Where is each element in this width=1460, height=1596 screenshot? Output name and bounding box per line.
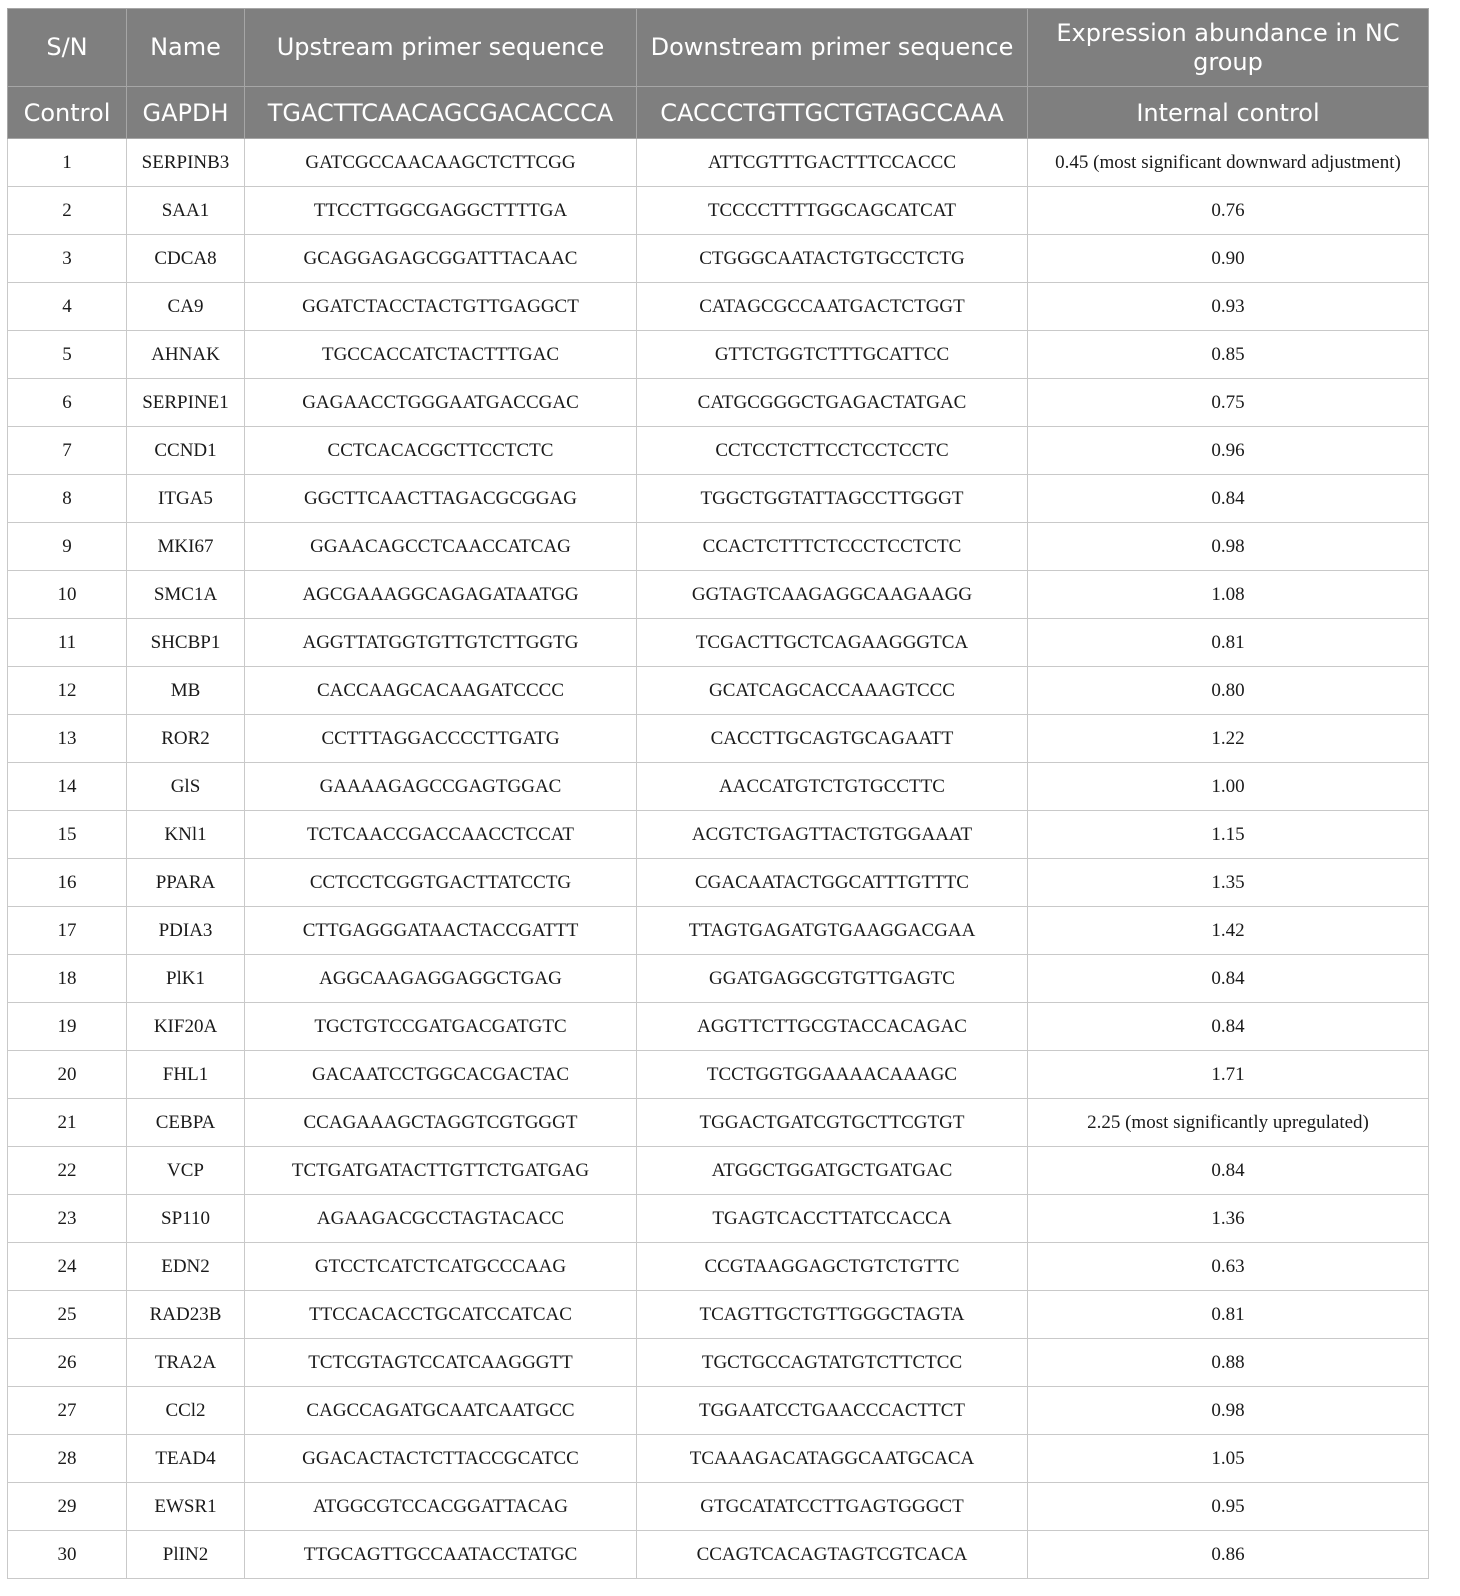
table-row	[8, 811, 1429, 859]
cell-sn: 15	[8, 811, 127, 859]
cell-gene-name: SP110	[127, 1195, 245, 1243]
cell-sn: 9	[8, 523, 127, 571]
cell-downstream-primer: TCAGTTGCTGTTGGGCTAGTA	[637, 1291, 1028, 1339]
cell-sn: 29	[8, 1483, 127, 1531]
cell-gene-name: CEBPA	[127, 1099, 245, 1147]
cell-expression: 1.00	[1028, 763, 1429, 811]
cell-gene-name: KNl1	[127, 811, 245, 859]
cell-gene-name: EDN2	[127, 1243, 245, 1291]
cell-gene-name: TEAD4	[127, 1435, 245, 1483]
cell-gene-name: GlS	[127, 763, 245, 811]
cell-downstream-primer: GGTAGTCAAGAGGCAAGAAGG	[637, 571, 1028, 619]
header-sn: S/N	[8, 9, 127, 87]
cell-upstream-primer: AGGTTATGGTGTTGTCTTGGTG	[245, 619, 637, 667]
cell-downstream-primer: CATAGCGCCAATGACTCTGGT	[637, 283, 1028, 331]
cell-gene-name: CCl2	[127, 1387, 245, 1435]
cell-upstream-primer: GTCCTCATCTCATGCCCAAG	[245, 1243, 637, 1291]
cell-downstream-primer: TGAGTCACCTTATCCACCA	[637, 1195, 1028, 1243]
table-row	[8, 283, 1429, 331]
cell-expression: 0.85	[1028, 331, 1429, 379]
cell-sn: 30	[8, 1531, 127, 1579]
cell-downstream-primer: CCACTCTTTCTCCCTCCTCTC	[637, 523, 1028, 571]
cell-upstream-primer: GATCGCCAACAAGCTCTTCGG	[245, 139, 637, 187]
cell-sn: 12	[8, 667, 127, 715]
table-row	[8, 187, 1429, 235]
cell-downstream-primer: TGGAATCCTGAACCCACTTCT	[637, 1387, 1028, 1435]
cell-downstream-primer: AGGTTCTTGCGTACCACAGAC	[637, 1003, 1028, 1051]
cell-sn: 10	[8, 571, 127, 619]
cell-expression: 2.25 (most significantly upregulated)	[1028, 1099, 1429, 1147]
cell-gene-name: VCP	[127, 1147, 245, 1195]
cell-sn: 28	[8, 1435, 127, 1483]
cell-expression: 0.84	[1028, 1147, 1429, 1195]
primer-table	[7, 8, 1429, 1579]
cell-gene-name: MB	[127, 667, 245, 715]
cell-upstream-primer: AGAAGACGCCTAGTACACC	[245, 1195, 637, 1243]
cell-upstream-primer: TTGCAGTTGCCAATACCTATGC	[245, 1531, 637, 1579]
cell-downstream-primer: AACCATGTCTGTGCCTTC	[637, 763, 1028, 811]
cell-downstream-primer: CATGCGGGCTGAGACTATGAC	[637, 379, 1028, 427]
cell-expression: 1.22	[1028, 715, 1429, 763]
cell-sn: 1	[8, 139, 127, 187]
cell-expression: 0.75	[1028, 379, 1429, 427]
cell-downstream-primer: TGGCTGGTATTAGCCTTGGGT	[637, 475, 1028, 523]
cell-upstream-primer: TCTCGTAGTCCATCAAGGGTT	[245, 1339, 637, 1387]
control-name: GAPDH	[127, 87, 245, 139]
table-row	[8, 1195, 1429, 1243]
cell-sn: 7	[8, 427, 127, 475]
cell-expression: 0.95	[1028, 1483, 1429, 1531]
table-row	[8, 1003, 1429, 1051]
cell-sn: 26	[8, 1339, 127, 1387]
cell-upstream-primer: AGCGAAAGGCAGAGATAATGG	[245, 571, 637, 619]
table-row	[8, 475, 1429, 523]
cell-downstream-primer: TCCTGGTGGAAAACAAAGC	[637, 1051, 1028, 1099]
table-row	[8, 907, 1429, 955]
cell-expression: 0.98	[1028, 523, 1429, 571]
cell-downstream-primer: GCATCAGCACCAAAGTCCC	[637, 667, 1028, 715]
cell-expression: 0.84	[1028, 1003, 1429, 1051]
cell-expression: 0.76	[1028, 187, 1429, 235]
cell-downstream-primer: GTTCTGGTCTTTGCATTCC	[637, 331, 1028, 379]
cell-expression: 0.93	[1028, 283, 1429, 331]
cell-upstream-primer: GAGAACCTGGGAATGACCGAC	[245, 379, 637, 427]
cell-upstream-primer: CCAGAAAGCTAGGTCGTGGGT	[245, 1099, 637, 1147]
cell-gene-name: ROR2	[127, 715, 245, 763]
table-row	[8, 139, 1429, 187]
cell-expression: 0.63	[1028, 1243, 1429, 1291]
cell-upstream-primer: TGCCACCATCTACTTTGAC	[245, 331, 637, 379]
header-row	[8, 9, 1429, 87]
table-row	[8, 427, 1429, 475]
cell-sn: 23	[8, 1195, 127, 1243]
cell-upstream-primer: CACCAAGCACAAGATCCCC	[245, 667, 637, 715]
cell-downstream-primer: ATTCGTTTGACTTTCCACCC	[637, 139, 1028, 187]
cell-sn: 11	[8, 619, 127, 667]
cell-gene-name: SHCBP1	[127, 619, 245, 667]
cell-upstream-primer: GGCTTCAACTTAGACGCGGAG	[245, 475, 637, 523]
cell-expression: 1.71	[1028, 1051, 1429, 1099]
cell-downstream-primer: CCAGTCACAGTAGTCGTCACA	[637, 1531, 1028, 1579]
cell-expression: 1.05	[1028, 1435, 1429, 1483]
cell-sn: 17	[8, 907, 127, 955]
cell-upstream-primer: TGCTGTCCGATGACGATGTC	[245, 1003, 637, 1051]
cell-gene-name: SMC1A	[127, 571, 245, 619]
cell-upstream-primer: TCTGATGATACTTGTTCTGATGAG	[245, 1147, 637, 1195]
cell-expression: 1.15	[1028, 811, 1429, 859]
cell-expression: 0.81	[1028, 619, 1429, 667]
cell-upstream-primer: GGACACTACTCTTACCGCATCC	[245, 1435, 637, 1483]
cell-downstream-primer: ACGTCTGAGTTACTGTGGAAAT	[637, 811, 1028, 859]
table-row	[8, 1051, 1429, 1099]
cell-expression: 0.88	[1028, 1339, 1429, 1387]
cell-downstream-primer: CCTCCTCTTCCTCCTCCTC	[637, 427, 1028, 475]
table-body	[8, 139, 1429, 1579]
cell-gene-name: TRA2A	[127, 1339, 245, 1387]
cell-upstream-primer: GCAGGAGAGCGGATTTACAAC	[245, 235, 637, 283]
cell-gene-name: PlK1	[127, 955, 245, 1003]
cell-gene-name: SERPINE1	[127, 379, 245, 427]
cell-expression: 0.80	[1028, 667, 1429, 715]
cell-expression: 0.84	[1028, 955, 1429, 1003]
control-expression: Internal control	[1028, 87, 1429, 139]
cell-sn: 24	[8, 1243, 127, 1291]
cell-gene-name: PlIN2	[127, 1531, 245, 1579]
cell-sn: 14	[8, 763, 127, 811]
cell-sn: 20	[8, 1051, 127, 1099]
table-row	[8, 619, 1429, 667]
cell-downstream-primer: TCCCCTTTTGGCAGCATCAT	[637, 187, 1028, 235]
cell-downstream-primer: TGGACTGATCGTGCTTCGTGT	[637, 1099, 1028, 1147]
cell-sn: 16	[8, 859, 127, 907]
cell-sn: 13	[8, 715, 127, 763]
cell-upstream-primer: AGGCAAGAGGAGGCTGAG	[245, 955, 637, 1003]
cell-gene-name: AHNAK	[127, 331, 245, 379]
cell-sn: 19	[8, 1003, 127, 1051]
table-row	[8, 1147, 1429, 1195]
control-sn: Control	[8, 87, 127, 139]
cell-gene-name: ITGA5	[127, 475, 245, 523]
cell-expression: 1.42	[1028, 907, 1429, 955]
cell-sn: 27	[8, 1387, 127, 1435]
header-downstream-primer: Downstream primer sequence	[637, 9, 1028, 87]
cell-upstream-primer: TTCCTTGGCGAGGCTTTTGA	[245, 187, 637, 235]
cell-sn: 3	[8, 235, 127, 283]
cell-downstream-primer: CCGTAAGGAGCTGTCTGTTC	[637, 1243, 1028, 1291]
cell-sn: 8	[8, 475, 127, 523]
cell-downstream-primer: TGCTGCCAGTATGTCTTCTCC	[637, 1339, 1028, 1387]
cell-upstream-primer: CTTGAGGGATAACTACCGATTT	[245, 907, 637, 955]
cell-sn: 25	[8, 1291, 127, 1339]
table-row	[8, 571, 1429, 619]
cell-expression: 1.35	[1028, 859, 1429, 907]
cell-upstream-primer: GGAACAGCCTCAACCATCAG	[245, 523, 637, 571]
cell-upstream-primer: CAGCCAGATGCAATCAATGCC	[245, 1387, 637, 1435]
cell-sn: 21	[8, 1099, 127, 1147]
cell-downstream-primer: TCAAAGACATAGGCAATGCACA	[637, 1435, 1028, 1483]
cell-gene-name: CDCA8	[127, 235, 245, 283]
cell-upstream-primer: GACAATCCTGGCACGACTAC	[245, 1051, 637, 1099]
cell-sn: 18	[8, 955, 127, 1003]
cell-gene-name: CCND1	[127, 427, 245, 475]
cell-upstream-primer: GGATCTACCTACTGTTGAGGCT	[245, 283, 637, 331]
header-upstream-primer: Upstream primer sequence	[245, 9, 637, 87]
cell-gene-name: SERPINB3	[127, 139, 245, 187]
cell-upstream-primer: TCTCAACCGACCAACCTCCAT	[245, 811, 637, 859]
control-downstream-primer: CACCCTGTTGCTGTAGCCAAA	[637, 87, 1028, 139]
cell-gene-name: FHL1	[127, 1051, 245, 1099]
cell-expression: 0.45 (most significant downward adjustment)	[1028, 139, 1429, 187]
cell-upstream-primer: CCTTTAGGACCCCTTGATG	[245, 715, 637, 763]
cell-gene-name: CA9	[127, 283, 245, 331]
table-row	[8, 331, 1429, 379]
cell-downstream-primer: CACCTTGCAGTGCAGAATT	[637, 715, 1028, 763]
table-row	[8, 1483, 1429, 1531]
cell-upstream-primer: CCTCACACGCTTCCTCTC	[245, 427, 637, 475]
cell-downstream-primer: GGATGAGGCGTGTTGAGTC	[637, 955, 1028, 1003]
control-row	[8, 87, 1429, 139]
table-row	[8, 1387, 1429, 1435]
cell-upstream-primer: ATGGCGTCCACGGATTACAG	[245, 1483, 637, 1531]
control-upstream-primer: TGACTTCAACAGCGACACCCA	[245, 87, 637, 139]
table-row	[8, 1435, 1429, 1483]
cell-gene-name: MKI67	[127, 523, 245, 571]
cell-expression: 0.84	[1028, 475, 1429, 523]
cell-sn: 2	[8, 187, 127, 235]
table-row	[8, 523, 1429, 571]
cell-downstream-primer: CGACAATACTGGCATTTGTTTC	[637, 859, 1028, 907]
cell-gene-name: RAD23B	[127, 1291, 245, 1339]
cell-upstream-primer: CCTCCTCGGTGACTTATCCTG	[245, 859, 637, 907]
cell-expression: 0.81	[1028, 1291, 1429, 1339]
cell-downstream-primer: CTGGGCAATACTGTGCCTCTG	[637, 235, 1028, 283]
cell-expression: 0.96	[1028, 427, 1429, 475]
cell-gene-name: SAA1	[127, 187, 245, 235]
table-row	[8, 1339, 1429, 1387]
table-row	[8, 1531, 1429, 1579]
cell-sn: 22	[8, 1147, 127, 1195]
header-expression-abundance: Expression abundance in NC group	[1028, 9, 1429, 87]
cell-expression: 0.86	[1028, 1531, 1429, 1579]
cell-sn: 5	[8, 331, 127, 379]
cell-gene-name: PDIA3	[127, 907, 245, 955]
cell-downstream-primer: TTAGTGAGATGTGAAGGACGAA	[637, 907, 1028, 955]
cell-upstream-primer: TTCCACACCTGCATCCATCAC	[245, 1291, 637, 1339]
header-name: Name	[127, 9, 245, 87]
table-row	[8, 235, 1429, 283]
table-row	[8, 667, 1429, 715]
cell-expression: 1.08	[1028, 571, 1429, 619]
cell-sn: 6	[8, 379, 127, 427]
cell-gene-name: KIF20A	[127, 1003, 245, 1051]
cell-gene-name: PPARA	[127, 859, 245, 907]
table-row	[8, 379, 1429, 427]
table-row	[8, 1099, 1429, 1147]
cell-expression: 0.90	[1028, 235, 1429, 283]
cell-sn: 4	[8, 283, 127, 331]
table-row	[8, 1291, 1429, 1339]
table-row	[8, 859, 1429, 907]
table-row	[8, 763, 1429, 811]
table-header	[8, 9, 1429, 139]
cell-gene-name: EWSR1	[127, 1483, 245, 1531]
cell-expression: 0.98	[1028, 1387, 1429, 1435]
cell-downstream-primer: GTGCATATCCTTGAGTGGGCT	[637, 1483, 1028, 1531]
cell-upstream-primer: GAAAAGAGCCGAGTGGAC	[245, 763, 637, 811]
table-row	[8, 1243, 1429, 1291]
cell-expression: 1.36	[1028, 1195, 1429, 1243]
table-row	[8, 955, 1429, 1003]
cell-downstream-primer: ATGGCTGGATGCTGATGAC	[637, 1147, 1028, 1195]
cell-downstream-primer: TCGACTTGCTCAGAAGGGTCA	[637, 619, 1028, 667]
table-row	[8, 715, 1429, 763]
